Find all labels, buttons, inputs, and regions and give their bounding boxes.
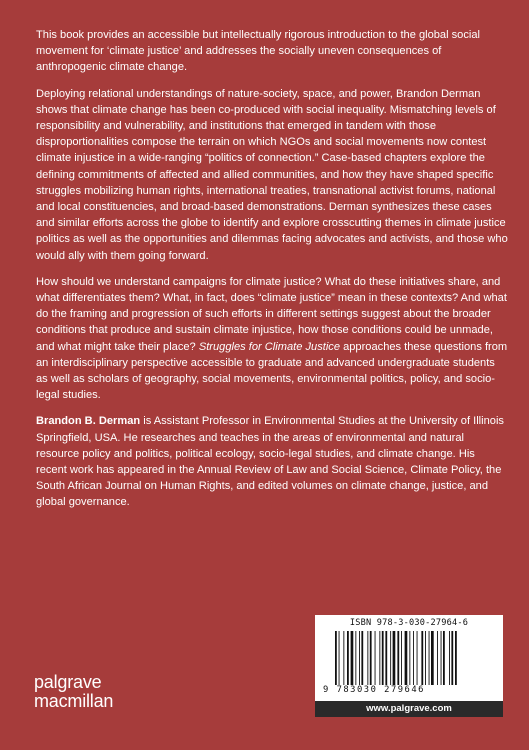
blurb-paragraph-3-start: How should we understand campaigns for climate justice? What do these initiatives share, and what differentiates them? What, in fact, does “climate justice” mean in these contexts? And what do the framing and progression of such efforts in different settings suggest about the broader conditions that produce and sustain climate injustice, how those conditions could be unmade, and what might take their place? [36, 275, 507, 353]
author-name: Brandon B. Derman [36, 415, 141, 428]
publisher-logo-line-2: macmillan [34, 691, 114, 711]
author-bio [36, 413, 508, 510]
book-title-italic: Struggles for Climate Justice [198, 340, 341, 353]
isbn-label: ISBN 978-3-030-27964-6 [349, 618, 469, 628]
barcode-bars [335, 631, 491, 685]
barcode-digits: 9 783030 279646 [323, 685, 425, 695]
blurb-paragraph-1: This book provides an accessible but intellectually rigorous introduction to the global social movement for ‘climate justice’ and addresses the socially uneven consequences of anthropogenic climate change. [36, 29, 480, 74]
isbn-barcode [315, 615, 503, 701]
blurb-paragraph-2: Deploying relational understandings of nature-society, space, and power, Brandon Derman shows that climate change has been co-produced with social inequality. Mismatching levels of responsibility and vulnerability, and institutions that emerged in tandem with those disproportionalities compose the terrain on which NGOs and social movements now contest climate injustice in a wide-ranging “politics of connection.” Case-based chapters explore the defining commitments of affected and allied communities, and how they have shaped specific struggles mobilizing human rights, international treaties, transnational activist forums, national and local constituencies, and broad-based demonstrations. Derman synthesizes these cases and similar efforts across the globe to identify and explore crosscutting themes in climate justice politics as well as the opportunities and dilemmas facing advocates and activists, and those who would ally with them going forward. [36, 87, 508, 262]
author-bio-text: is Assistant Professor in Environmental Studies at the University of Illinois Springfield, USA. He researches and teaches in the areas of environmental and natural resource policy and politics, political ecology, socio-legal studies, and climate change. His recent work has appeared in the Annual Review of Law and Social Science, Climate Policy, the South African Journal on Human Rights, and edited volumes on climate change, justice, and global governance. [36, 415, 504, 509]
publisher-logo [34, 673, 113, 711]
back-cover-blurb [36, 27, 508, 521]
publisher-logo-line-1: palgrave [34, 672, 102, 692]
blurb-paragraph-3-end: approaches these questions from an interdisciplinary perspective accessible to graduate and advanced undergraduate students as well as scholars of geography, social movements, environmental politics, policy, and socio-legal studies. [36, 340, 508, 402]
publisher-website: www.palgrave.com [315, 701, 503, 717]
blurb-paragraph-3 [36, 274, 508, 404]
